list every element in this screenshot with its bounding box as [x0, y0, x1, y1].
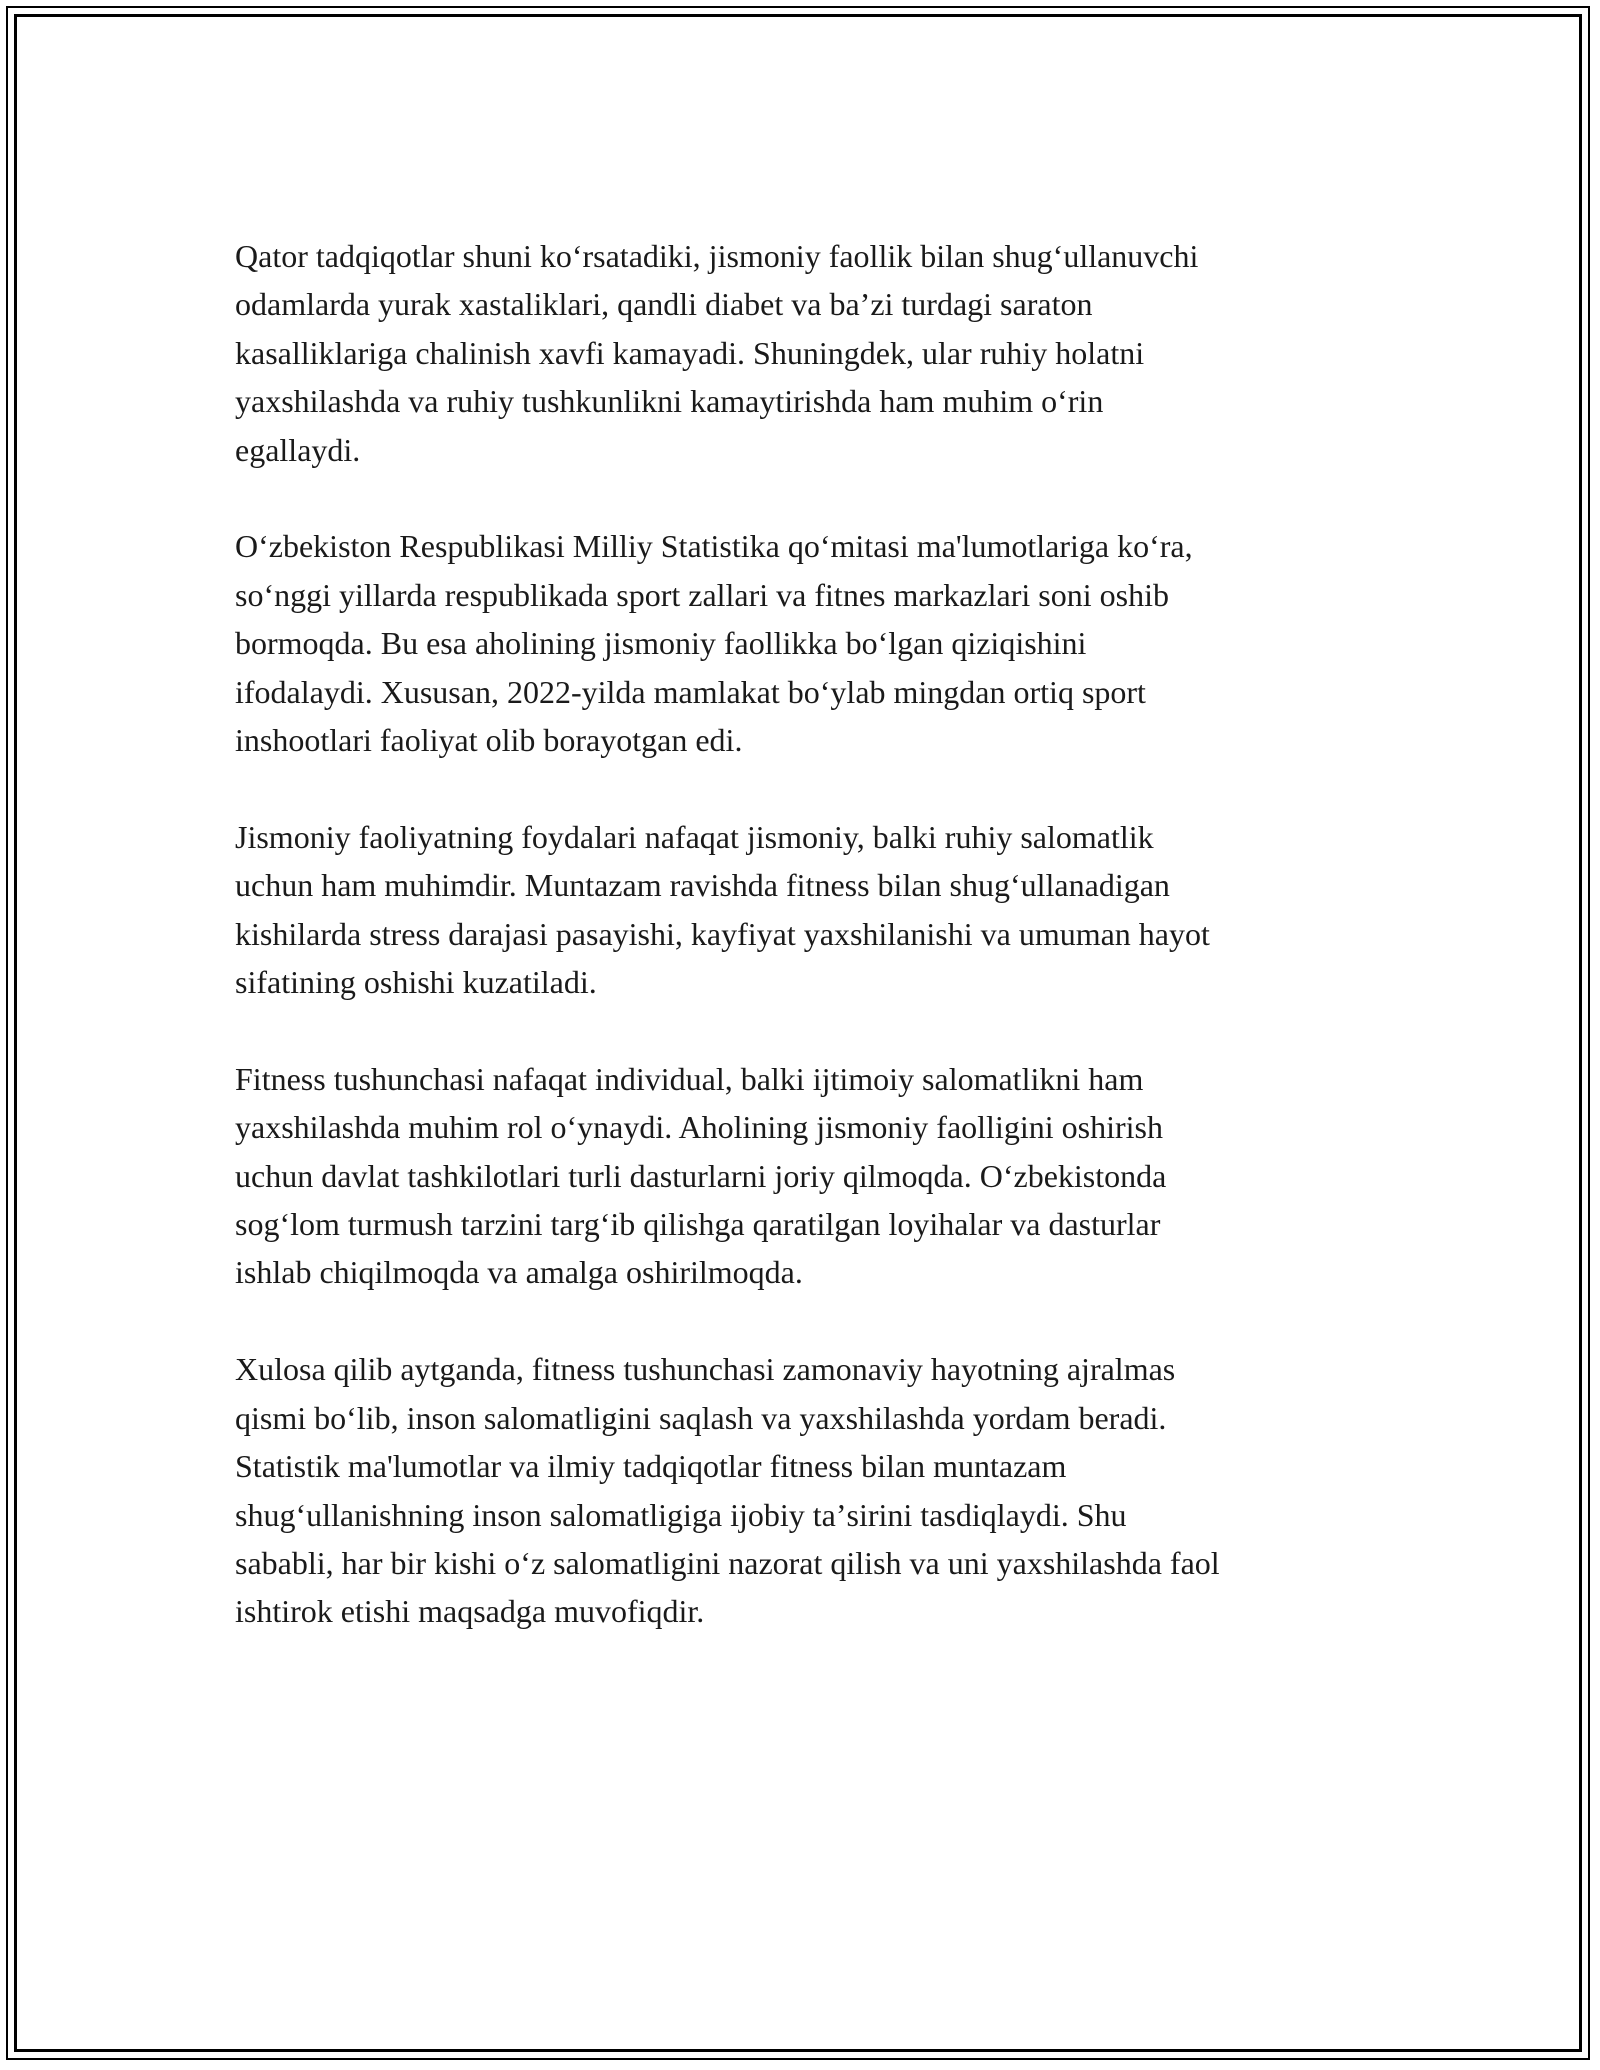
- paragraph: [235, 1345, 1375, 1635]
- text-line: Statistik ma'lumotlar va ilmiy tadqiqotlar fitness bilan muntazam: [235, 1448, 1067, 1485]
- text-line: yaxshilashda va ruhiy tushkunlikni kamaytirishda ham muhim oʻrin: [235, 383, 1104, 420]
- document-body: [235, 232, 1375, 1684]
- text-line: odamlarda yurak xastaliklari, qandli diabet va baʼzi turdagi saraton: [235, 286, 1093, 323]
- text-line: kasalliklariga chalinish xavfi kamayadi. Shuningdek, ular ruhiy holatni: [235, 334, 1145, 371]
- text-line: uchun davlat tashkilotlari turli dasturlarni joriy qilmoqda. Oʻzbekistonda: [235, 1157, 1167, 1194]
- text-line: kishilarda stress darajasi pasayishi, kayfiyat yaxshilanishi va umuman hayot: [235, 915, 1210, 952]
- text-line: Oʻzbekiston Respublikasi Milliy Statistika qoʻmitasi ma'lumotlariga koʻra,: [235, 528, 1193, 565]
- paragraph: [235, 1055, 1375, 1297]
- text-line: inshootlari faoliyat olib borayotgan edi.: [235, 722, 743, 759]
- text-line: sogʻlom turmush tarzini targʻib qilishga qaratilgan loyihalar va dasturlar: [235, 1206, 1161, 1243]
- text-line: Jismoniy faoliyatning foydalari nafaqat jismoniy, balki ruhiy salomatlik: [235, 818, 1154, 855]
- text-line: Xulosa qilib aytganda, fitness tushunchasi zamonaviy hayotning ajralmas: [235, 1351, 1176, 1388]
- paragraph: [235, 522, 1375, 764]
- text-line: egallaydi.: [235, 431, 361, 468]
- text-line: Qator tadqiqotlar shuni koʻrsatadiki, jismoniy faollik bilan shugʻullanuvchi: [235, 238, 1199, 274]
- text-line: qismi boʻlib, inson salomatligini saqlash va yaxshilashda yordam beradi.: [235, 1399, 1167, 1436]
- paragraph: [235, 232, 1375, 474]
- text-line: shugʻullanishning inson salomatligiga ijobiy taʼsirini tasdiqlaydi. Shu: [235, 1496, 1127, 1533]
- text-line: Fitness tushunchasi nafaqat individual, balki ijtimoiy salomatlikni ham: [235, 1060, 1144, 1097]
- text-line: sifatining oshishi kuzatiladi.: [235, 964, 597, 1001]
- text-line: ishlab chiqilmoqda va amalga oshirilmoqda.: [235, 1254, 803, 1291]
- text-line: soʻnggi yillarda respublikada sport zallari va fitnes markazlari soni oshib: [235, 576, 1169, 613]
- text-line: uchun ham muhimdir. Muntazam ravishda fitness bilan shugʻullanadigan: [235, 867, 1170, 904]
- paragraph: [235, 813, 1375, 1007]
- text-line: bormoqda. Bu esa aholining jismoniy faollikka boʻlgan qiziqishini: [235, 625, 1087, 662]
- text-line: ishtirok etishi maqsadga muvofiqdir.: [235, 1593, 705, 1630]
- text-line: sababli, har bir kishi oʻz salomatligini nazorat qilish va uni yaxshilashda faol: [235, 1544, 1220, 1581]
- text-line: yaxshilashda muhim rol oʻynaydi. Aholining jismoniy faolligini oshirish: [235, 1109, 1163, 1146]
- text-line: ifodalaydi. Xususan, 2022-yilda mamlakat boʻylab mingdan ortiq sport: [235, 673, 1146, 710]
